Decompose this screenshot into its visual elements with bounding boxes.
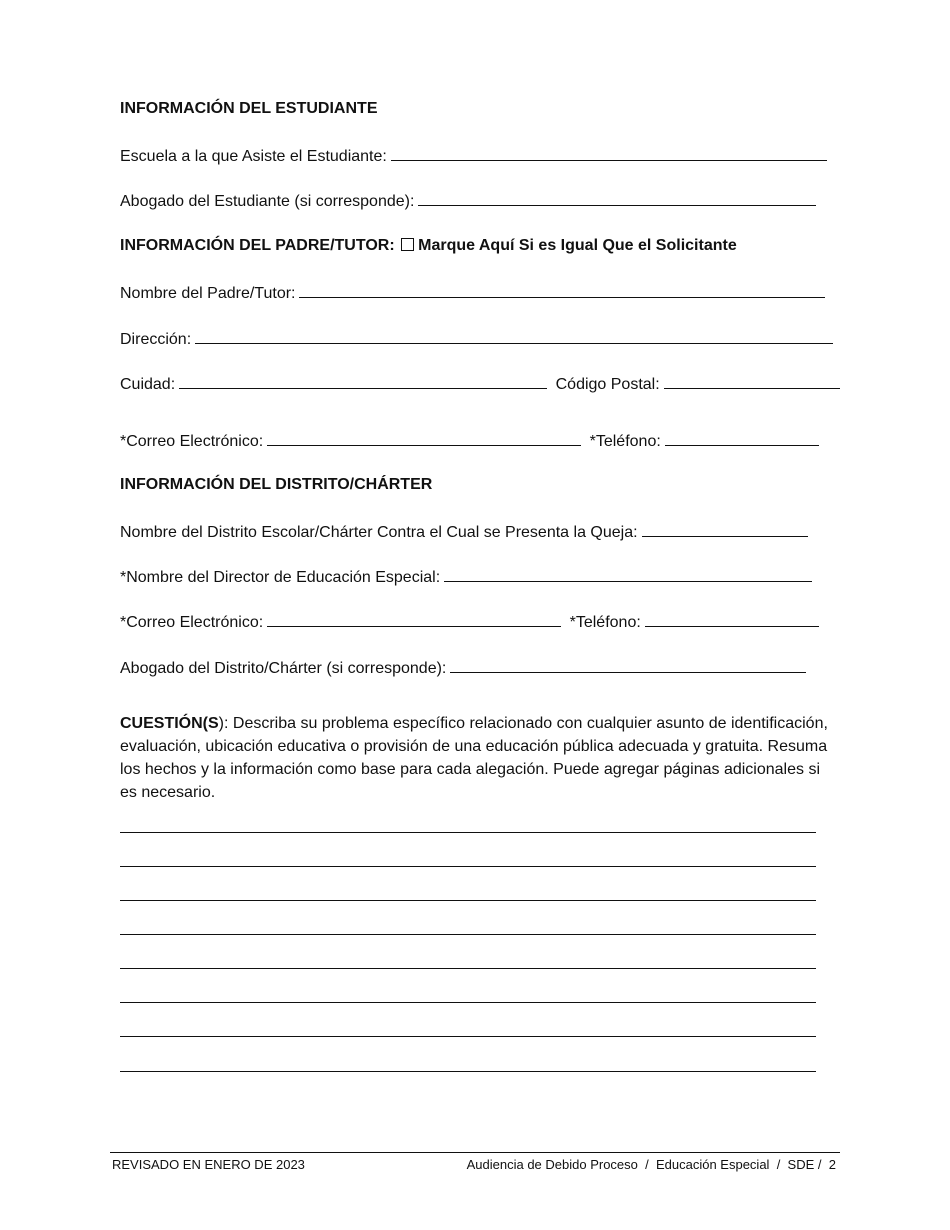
student-attorney-field[interactable] xyxy=(418,190,816,206)
student-school-field[interactable] xyxy=(391,145,827,161)
parent-address-label: Dirección: xyxy=(120,331,192,348)
parent-section-heading: INFORMACIÓN DEL PADRE/TUTOR: xyxy=(120,237,395,254)
parent-email-phone-row xyxy=(120,430,819,452)
district-director-field[interactable] xyxy=(444,566,812,582)
district-section-heading: INFORMACIÓN DEL DISTRITO/CHÁRTER xyxy=(120,476,433,493)
parent-name-field[interactable] xyxy=(299,282,825,298)
footer-department: Educación Especial xyxy=(655,1157,770,1172)
student-school-label: Escuela a la que Asiste el Estudiante: xyxy=(120,148,387,165)
student-school-row xyxy=(120,145,827,167)
issue-line-2[interactable] xyxy=(120,866,816,867)
footer-doc-title: Audiencia de Debido Proceso xyxy=(466,1157,638,1172)
issue-line-3[interactable] xyxy=(120,900,816,901)
district-email-field[interactable] xyxy=(267,611,561,627)
student-section-heading: INFORMACIÓN DEL ESTUDIANTE xyxy=(120,100,378,117)
issue-line-1[interactable] xyxy=(120,832,816,833)
parent-email-label: *Correo Electrónico: xyxy=(120,433,264,450)
parent-city-label: Cuidad: xyxy=(120,376,176,393)
parent-address-row xyxy=(120,328,833,350)
parent-email-field[interactable] xyxy=(267,430,581,446)
issues-instructions: ): Describa su problema específico relacionado con cualquier asunto de identificación, evaluación, ubicación educativa o provisión de una educación pública adecuada y gratuita. Resuma los hechos y la información como base para cada alegación. Puede agregar páginas adicionales si es necesario. xyxy=(120,715,828,801)
district-email-phone-row xyxy=(120,611,819,633)
footer-agency: SDE xyxy=(787,1157,815,1172)
parent-zip-label: Código Postal: xyxy=(555,376,660,393)
parent-zip-field[interactable] xyxy=(664,373,840,389)
district-name-field[interactable] xyxy=(642,521,808,537)
parent-name-label: Nombre del Padre/Tutor: xyxy=(120,285,296,302)
parent-phone-field[interactable] xyxy=(665,430,819,446)
district-attorney-label: Abogado del Distrito/Chárter (si corresponde): xyxy=(120,660,447,677)
district-name-row xyxy=(120,521,808,543)
parent-address-field[interactable] xyxy=(195,328,833,344)
district-attorney-field[interactable] xyxy=(450,657,806,673)
parent-city-field[interactable] xyxy=(179,373,547,389)
footer-doc-info xyxy=(467,1157,836,1173)
same-as-applicant-label: Marque Aquí Si es Igual Que el Solicitante xyxy=(418,237,737,254)
issues-paragraph xyxy=(120,712,840,804)
district-phone-field[interactable] xyxy=(645,611,819,627)
parent-name-row xyxy=(120,282,825,304)
district-attorney-row xyxy=(120,657,806,679)
student-attorney-label: Abogado del Estudiante (si corresponde): xyxy=(120,193,415,210)
issue-line-8[interactable] xyxy=(120,1071,816,1072)
issue-line-5[interactable] xyxy=(120,968,816,969)
district-director-label: *Nombre del Director de Educación Especial: xyxy=(120,569,441,586)
parent-section-heading-row xyxy=(120,236,737,256)
footer-revised: REVISADO EN ENERO DE 2023 xyxy=(112,1157,305,1172)
district-email-label: *Correo Electrónico: xyxy=(120,614,264,631)
district-name-label: Nombre del Distrito Escolar/Chárter Contra el Cual se Presenta la Queja: xyxy=(120,524,638,541)
issue-line-6[interactable] xyxy=(120,1002,816,1003)
district-director-row xyxy=(120,566,812,588)
parent-city-zip-row xyxy=(120,373,840,395)
parent-phone-label: *Teléfono: xyxy=(589,433,661,450)
student-attorney-row xyxy=(120,190,816,212)
issues-heading: CUESTIÓN(S xyxy=(120,715,219,732)
footer-separator: / xyxy=(645,1157,649,1172)
issue-line-4[interactable] xyxy=(120,934,816,935)
footer-rule xyxy=(110,1152,840,1153)
footer-separator: / xyxy=(776,1157,781,1172)
footer-page-number: 2 xyxy=(828,1157,836,1172)
district-phone-label: *Teléfono: xyxy=(569,614,641,631)
issue-line-7[interactable] xyxy=(120,1036,816,1037)
same-as-applicant-checkbox[interactable] xyxy=(401,238,414,251)
footer-separator: / xyxy=(817,1157,822,1172)
